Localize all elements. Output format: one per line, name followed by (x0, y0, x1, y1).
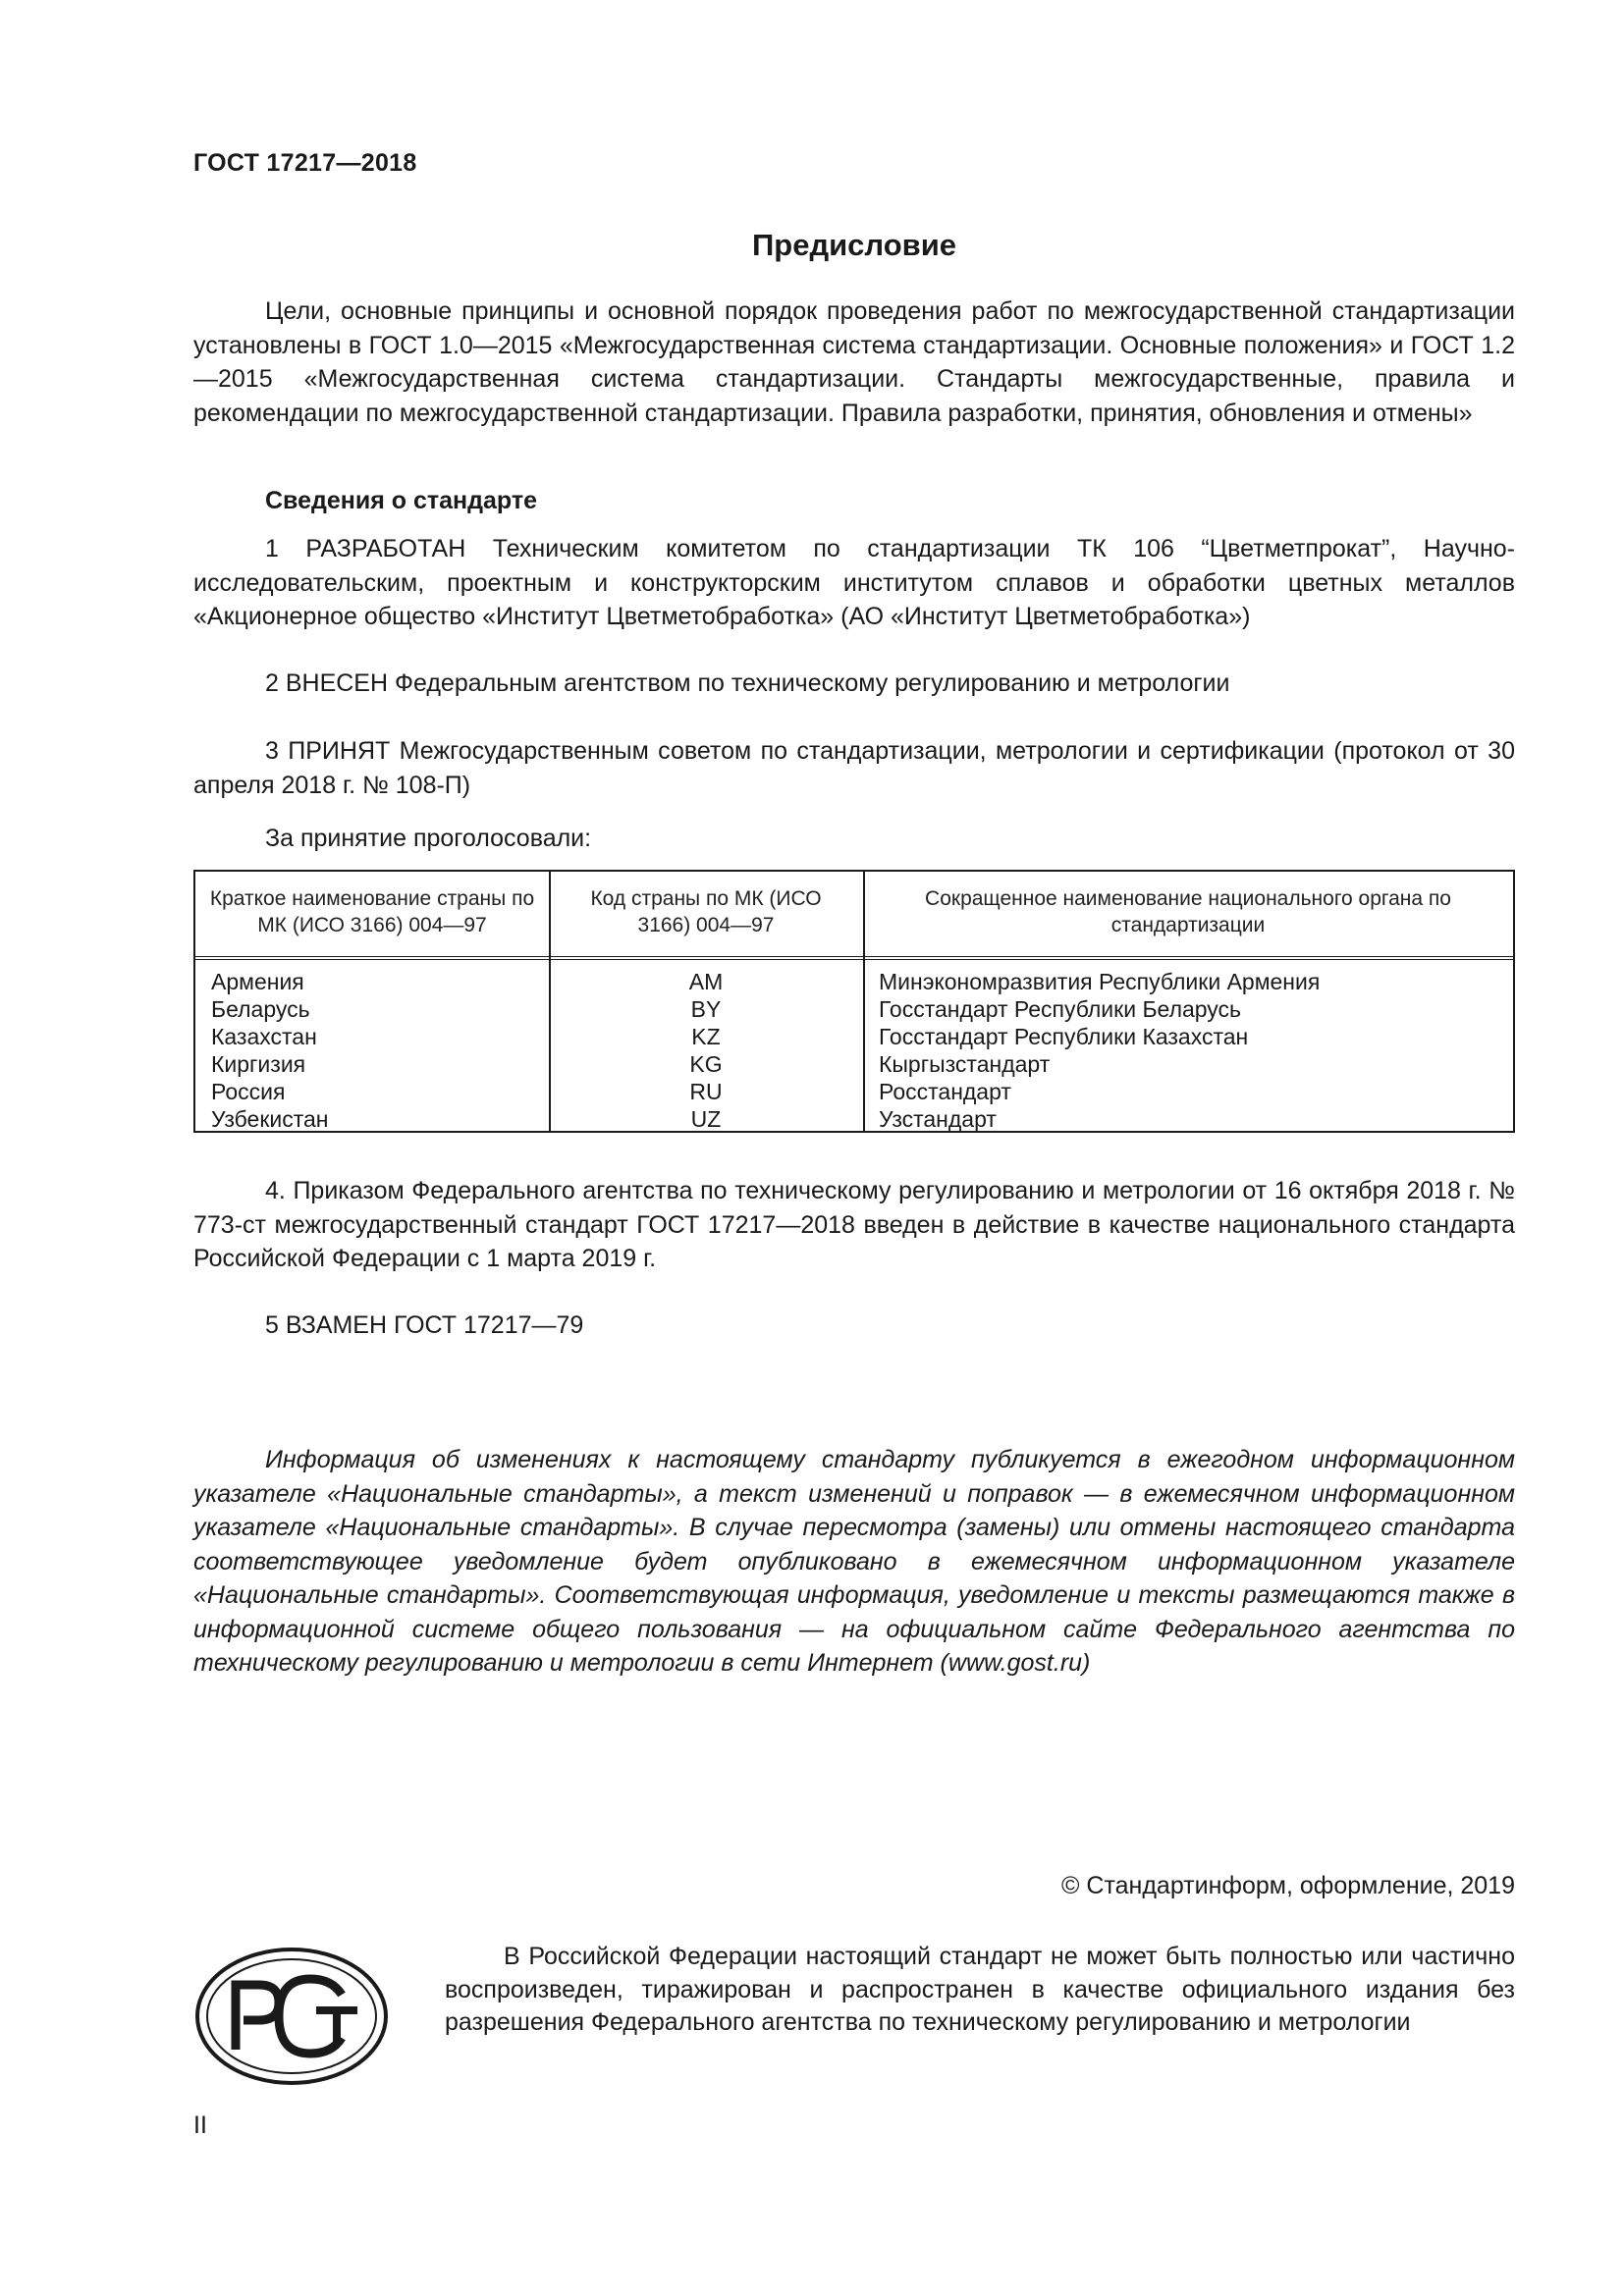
reproduction-notice (445, 1941, 1515, 2040)
table-cell-code: KG (689, 1051, 723, 1077)
page-title: Предисловие (751, 228, 956, 262)
table-cell-national-body: Госстандарт Республики Казахстан (879, 1024, 1249, 1049)
table-cell-country: Казахстан (211, 1024, 317, 1049)
table-cell-country: Россия (211, 1079, 286, 1104)
table-cell-country: Узбекистан (211, 1106, 329, 1132)
table-cell-country: Беларусь (211, 996, 310, 1022)
item-enacted: 4. Приказом Федерального агентства по техническому регулированию и метрологии от 16 октября 2018 г. № 773-ст межгосударственный стандарт ГОСТ 17217—2018 введен в действие в качестве национального стандарта Российской Федерации с 1 марта 2019 г. (193, 1177, 1515, 1272)
table-cell-code: UZ (690, 1106, 722, 1132)
copyright-line: © Стандартинформ, оформление, 2019 (1061, 1872, 1515, 1899)
info-heading: Сведения о стандарте (265, 487, 538, 514)
reproduction-notice-text: В Российской Федерации настоящий стандарт не может быть полностью или частично воспроизведен, тиражирован и распространен в качестве официального издания без разрешения Федерального агентства по техническому регулированию и метрологии (445, 1943, 1515, 2036)
vote-label: За принятие проголосовали: (265, 825, 592, 852)
table-cell-code: BY (690, 996, 722, 1022)
table-cell-national-body: Госстандарт Республики Беларусь (879, 996, 1242, 1022)
column-code (549, 872, 863, 1131)
table-header-national-body: Сокращенное наименование национального органа по стандартизации (925, 887, 1451, 936)
item-replaces: 5 ВЗАМЕН ГОСТ 17217—79 (265, 1311, 584, 1339)
table-cell-code: AM (688, 969, 724, 994)
column-national-body (863, 872, 1513, 1131)
voting-table (193, 870, 1515, 1133)
page-number: II (193, 2111, 207, 2139)
document-code: ГОСТ 17217—2018 (193, 149, 417, 177)
table-cell-code: RU (689, 1079, 723, 1104)
table-cell-national-body: Минэкономразвития Республики Армения (879, 969, 1321, 994)
item-developed: 1 РАЗРАБОТАН Техническим комитетом по стандартизации ТК 106 “Цветметпрокат”, Научно-исследовательским, проектным и конструкторским институтом сплавов и обработки цветных металлов «Акционерное общество «Институт Цветметобработка» (АО «Институт Цветметобработка») (193, 535, 1515, 630)
table-cell-code: KZ (691, 1024, 721, 1049)
table-cell-country: Киргизия (211, 1051, 306, 1077)
gost-r-certification-mark-icon (194, 1946, 389, 2087)
table-cell-national-body: Росстандарт (879, 1079, 1011, 1104)
table-cell-country: Армения (211, 969, 304, 994)
change-info-paragraph: Информация об изменениях к настоящему стандарту публикуется в ежегодном информационном указателе «Национальные стандарты», а текст изменений и поправок — в ежемесячном информационном указателе «Национальные стандарты». В случае пересмотра (замены) или отмены настоящего стандарта соответствующее уведомление будет опубликовано в ежемесячном информационном указателе «Национальные стандарты». Соответствующая информация, уведомление и тексты размещаются также в информационной системе общего пользования — на официальном сайте Федерального агентства по техническому регулированию и метрологии в сети Интернет (www.gost.ru) (193, 1446, 1515, 1677)
table-cell-national-body: Узстандарт (879, 1106, 997, 1132)
column-country (195, 872, 549, 1131)
item-submitted: 2 ВНЕСЕН Федеральным агентством по техническому регулированию и метрологии (265, 669, 1230, 697)
table-header-code: Код страны по МК (ИСО 3166) 004—97 (590, 887, 822, 936)
table-cell-national-body: Кыргызстандарт (879, 1051, 1051, 1077)
item-adopted: 3 ПРИНЯТ Межгосударственным советом по стандартизации, метрологии и сертификации (протокол от 30 апреля 2018 г. № 108-П) (193, 737, 1515, 799)
intro-paragraph: Цели, основные принципы и основной порядок проведения работ по межгосударственной стандартизации установлены в ГОСТ 1.0—2015 «Межгосударственная система стандартизации. Основные положения» и ГОСТ 1.2—2015 «Межгосударственная система стандартизации. Стандарты межгосударственные, правила и рекомендации по межгосударственной стандартизации. Правила разработки, принятия, обновления и отмены» (193, 297, 1515, 427)
table-header-country: Краткое наименование страны по МК (ИСО 3166) 004—97 (209, 887, 535, 936)
